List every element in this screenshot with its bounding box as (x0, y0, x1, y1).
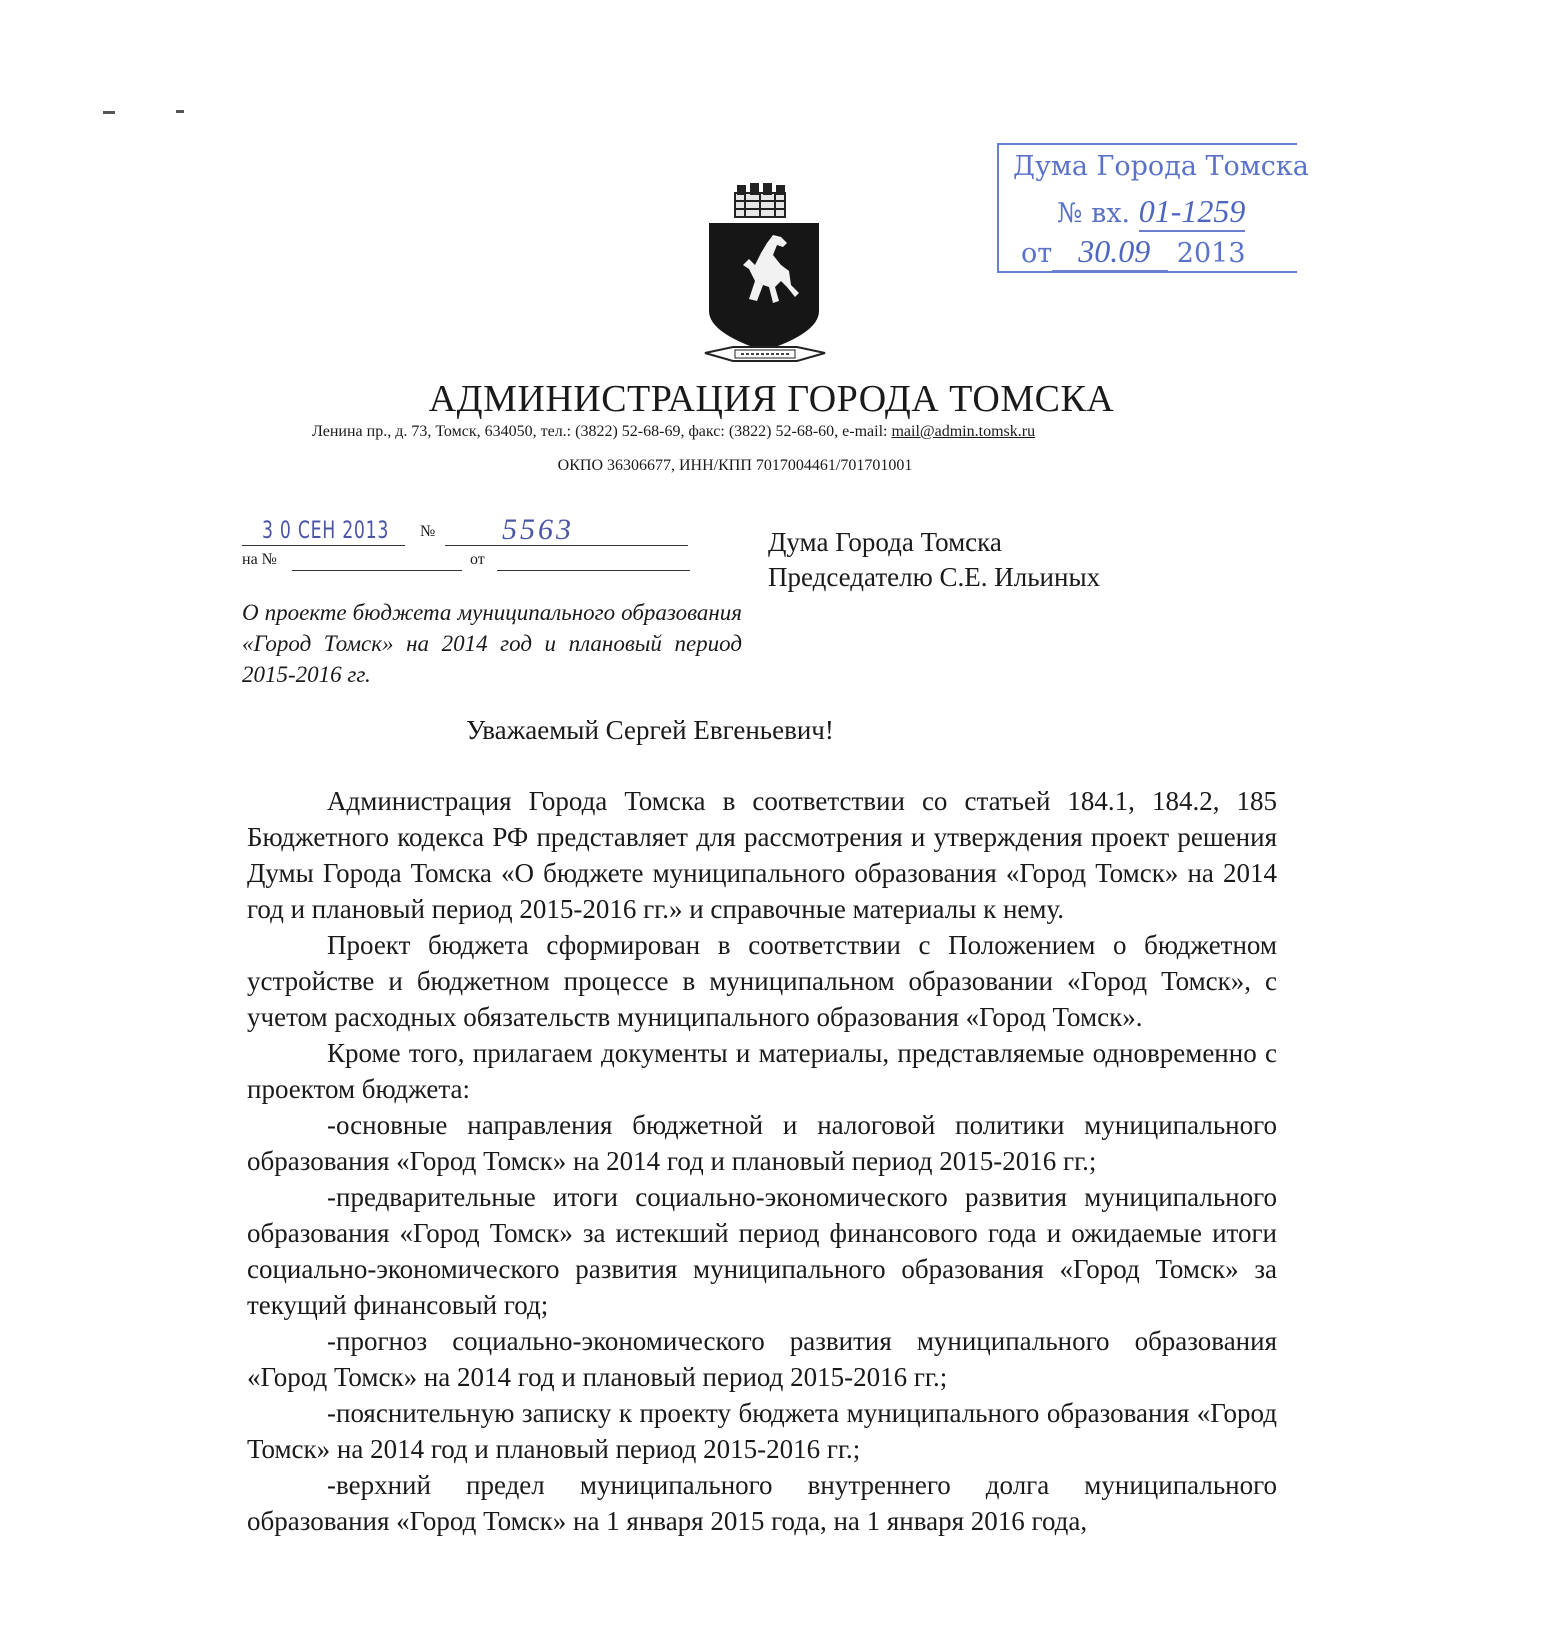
body-list-item: -пояснительную записку к проекту бюджета муниципального образования «Город Томск» на 2014 год и плановый период 2015-2016 гг.; (247, 1398, 1277, 1464)
stamp-number-label: № вх. (1057, 198, 1131, 229)
stamp-date-value: 30.09 (1052, 233, 1168, 272)
body-list-item: -прогноз социально-экономического развития муниципального образования «Город Томск» на 2014 год и плановый период 2015-2016 гг.; (247, 1326, 1277, 1392)
letter-body (247, 783, 1277, 1539)
reference-number-label: на № (242, 551, 277, 568)
organization-address (312, 423, 1035, 441)
stamp-number-value: 01-1259 (1139, 193, 1246, 232)
stamp-date-row (1021, 233, 1246, 272)
greeting: Уважаемый Сергей Евгеньевич! (466, 715, 834, 745)
body-list-item: -верхний предел муниципального внутреннего долга муниципального образования «Город Томск» на 1 января 2015 года, на 1 января 2016 года, (247, 1470, 1277, 1536)
registration-number: 5563 (502, 513, 574, 546)
address-text: Ленина пр., д. 73, Томск, 634050, тел.: (3822) 52-68-69, факс: (3822) 52-68-60, e-mail: (312, 423, 892, 440)
organization-name: АДМИНИСТРАЦИЯ ГОРОДА ТОМСКА (428, 378, 1115, 420)
shield-icon (709, 223, 819, 351)
recipient-block (768, 525, 1100, 595)
stamp-year: 2013 (1176, 238, 1246, 269)
reference-date-line (497, 570, 690, 571)
crown-icon (735, 183, 785, 217)
body-paragraph: Проект бюджета сформирован в соответствии с Положением о бюджетном устройстве и бюджетном процессе в муниципальном образовании «Город Томск», с учетом расходных обязательств муниципального образования «Город Томск». (247, 930, 1277, 1032)
recipient-organization: Дума Города Томска (768, 527, 1002, 557)
stamp-number-row (1057, 193, 1245, 232)
body-list-item: -предварительные итоги социально-экономического развития муниципального образования «Город Томск» за истекший период финансового года и ожидаемые итоги социально-экономического развития муниципального образования «Город Томск» за текущий финансовый год; (247, 1182, 1277, 1320)
body-paragraph: Кроме того, прилагаем документы и материалы, представляемые одновременно с проектом бюджета: (247, 1038, 1277, 1104)
letter-subject: О проекте бюджета муниципального образования «Город Томск» на 2014 год и плановый период 2015-2016 гг. (242, 600, 742, 687)
organization-codes: ОКПО 36306677, ИНН/КПП 7017004461/701701001 (557, 457, 913, 474)
email-link[interactable]: mail@admin.tomsk.ru (891, 423, 1036, 440)
coat-of-arms-emblem (703, 183, 827, 375)
registration-date-stamp: 3 0 СЕН 2013 (262, 516, 390, 544)
stamp-org: Дума Города Томска (1013, 151, 1309, 182)
scan-mark (103, 111, 115, 114)
number-line (445, 545, 688, 546)
body-paragraph: Администрация Города Томска в соответствии со статьей 184.1, 184.2, 185 Бюджетного кодекса РФ представляет для рассмотрения и утверждения проект решения Думы Города Томска «О бюджете муниципального образования «Город Томск» на 2014 год и плановый период 2015-2016 гг.» и справочные материалы к нему. (247, 786, 1277, 924)
incoming-stamp (997, 143, 1309, 273)
reference-number-line (292, 570, 462, 571)
registration-number-label: № (420, 523, 436, 540)
date-line (242, 545, 405, 546)
reference-date-label: от (470, 551, 485, 568)
body-list-item: -основные направления бюджетной и налоговой политики муниципального образования «Город Томск» на 2014 год и плановый период 2015-2016 гг.; (247, 1110, 1277, 1176)
stamp-date-label: от (1021, 238, 1053, 269)
recipient-person: Председателю С.Е. Ильиных (768, 562, 1101, 592)
scan-mark (176, 110, 184, 113)
